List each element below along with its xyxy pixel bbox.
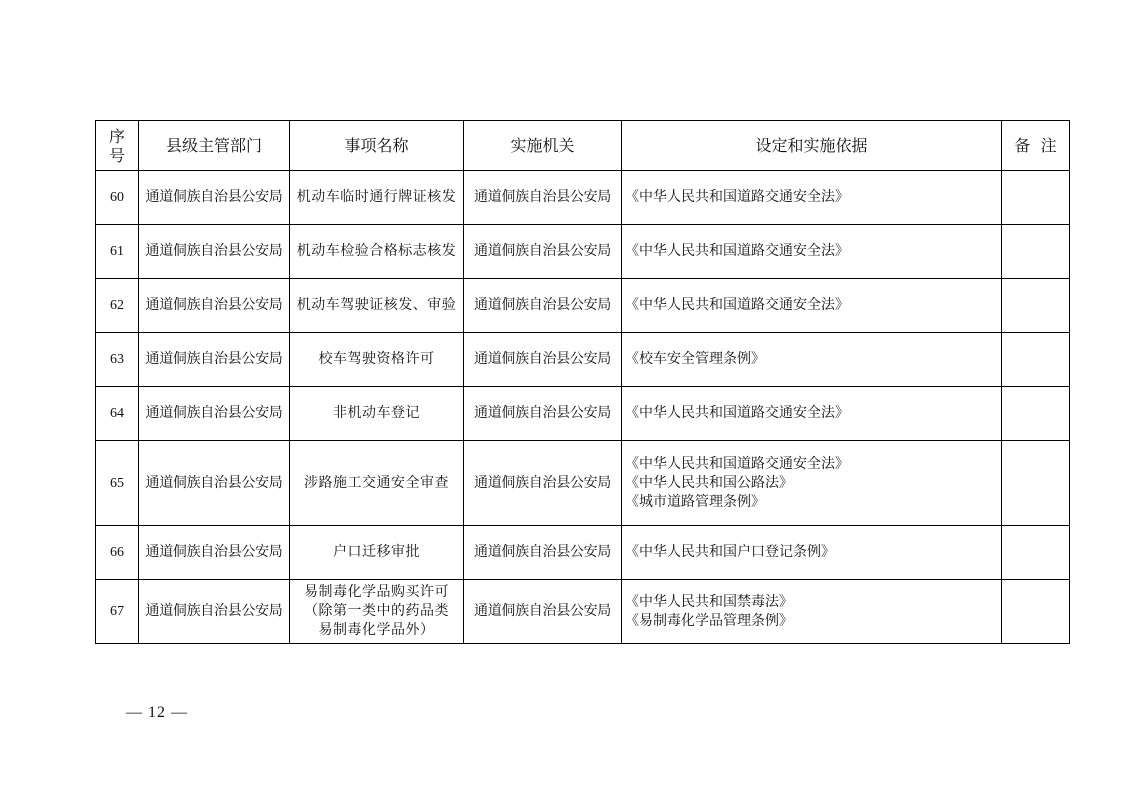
cell-basis-line: 《城市道路管理条例》 [625,493,765,510]
cell-agency: 通道侗族自治县公安局 [464,225,622,279]
cell-number: 65 [96,441,139,526]
cell-note [1002,580,1070,644]
header-seq-line-2: 号 [108,145,125,165]
cell-basis-line: 《易制毒化学品管理条例》 [625,612,793,629]
header-seq [96,121,139,171]
cell-basis-line: 《中华人民共和国道路交通安全法》 [625,455,849,472]
header-dept: 县级主管部门 [139,121,290,171]
cell-note [1002,171,1070,225]
cell-item-name [290,526,464,580]
table-header [96,121,1070,171]
cell-basis-line: 《中华人民共和国道路交通安全法》 [625,405,849,421]
cell-item-name-line: 机动车驾驶证核发、审验 [296,297,457,313]
cell-basis [622,580,1002,644]
cell-item-name [290,387,464,441]
cell-number: 67 [96,580,139,644]
cell-basis [622,526,1002,580]
cell-note [1002,225,1070,279]
header-agency: 实施机关 [464,121,622,171]
cell-department: 通道侗族自治县公安局 [139,580,290,644]
cell-agency: 通道侗族自治县公安局 [464,333,622,387]
cell-department: 通道侗族自治县公安局 [139,526,290,580]
cell-department: 通道侗族自治县公安局 [139,387,290,441]
cell-basis-line: 《中华人民共和国户口登记条例》 [625,544,835,560]
table-row [96,333,1070,387]
table-row [96,387,1070,441]
table-row [96,225,1070,279]
cell-basis-line: 《中华人民共和国道路交通安全法》 [625,297,849,313]
cell-item-name [290,333,464,387]
cell-item-name-line: 机动车临时通行牌证核发 [296,189,457,205]
header-item: 事项名称 [290,121,464,171]
cell-item-name [290,441,464,526]
admin-items-table [95,120,1070,644]
cell-basis [622,441,1002,526]
cell-number: 61 [96,225,139,279]
table-row [96,279,1070,333]
cell-number: 66 [96,526,139,580]
table-row [96,526,1070,580]
cell-basis [622,333,1002,387]
cell-basis [622,171,1002,225]
cell-agency: 通道侗族自治县公安局 [464,387,622,441]
header-basis: 设定和实施依据 [622,121,1002,171]
cell-item-name-line: 校车驾驶资格许可 [318,351,435,367]
cell-agency: 通道侗族自治县公安局 [464,580,622,644]
cell-basis [622,387,1002,441]
cell-basis [622,225,1002,279]
cell-item-name-line: 涉路施工交通安全审查 [304,474,449,491]
cell-number: 64 [96,387,139,441]
cell-agency: 通道侗族自治县公安局 [464,171,622,225]
cell-number: 63 [96,333,139,387]
cell-item-name [290,279,464,333]
cell-basis-line: 《校车安全管理条例》 [625,351,765,367]
table-row [96,580,1070,644]
cell-note [1002,279,1070,333]
cell-department: 通道侗族自治县公安局 [139,333,290,387]
cell-number: 62 [96,279,139,333]
cell-basis [622,279,1002,333]
cell-item-name-line: 易制毒化学品购买许可 [304,584,449,600]
cell-item-name [290,225,464,279]
cell-item-name-line: （除第一类中的药品类 [304,603,449,619]
cell-note [1002,387,1070,441]
cell-basis-line: 《中华人民共和国公路法》 [625,474,793,491]
table-row [96,441,1070,526]
cell-item-name-line: 机动车检验合格标志核发 [296,243,457,259]
cell-note [1002,333,1070,387]
table-row [96,171,1070,225]
cell-note [1002,441,1070,526]
header-note: 备 注 [1002,121,1070,171]
cell-department: 通道侗族自治县公安局 [139,441,290,526]
cell-agency: 通道侗族自治县公安局 [464,279,622,333]
header-row [96,121,1070,171]
header-seq-line-1: 序 [108,126,125,146]
cell-item-name-line: 户口迁移审批 [333,544,420,560]
cell-department: 通道侗族自治县公安局 [139,225,290,279]
page-number: — 12 — [126,704,188,721]
cell-basis-line: 《中华人民共和国道路交通安全法》 [625,243,849,259]
cell-number: 60 [96,171,139,225]
cell-item-name [290,171,464,225]
cell-department: 通道侗族自治县公安局 [139,279,290,333]
cell-note [1002,526,1070,580]
cell-item-name-line: 非机动车登记 [333,405,420,421]
cell-item-name [290,580,464,644]
table-body [96,171,1070,644]
cell-agency: 通道侗族自治县公安局 [464,526,622,580]
cell-item-name-line: 易制毒化学品外） [318,622,435,638]
cell-basis-line: 《中华人民共和国禁毒法》 [625,593,793,610]
cell-agency: 通道侗族自治县公安局 [464,441,622,526]
cell-basis-line: 《中华人民共和国道路交通安全法》 [625,189,849,205]
cell-department: 通道侗族自治县公安局 [139,171,290,225]
